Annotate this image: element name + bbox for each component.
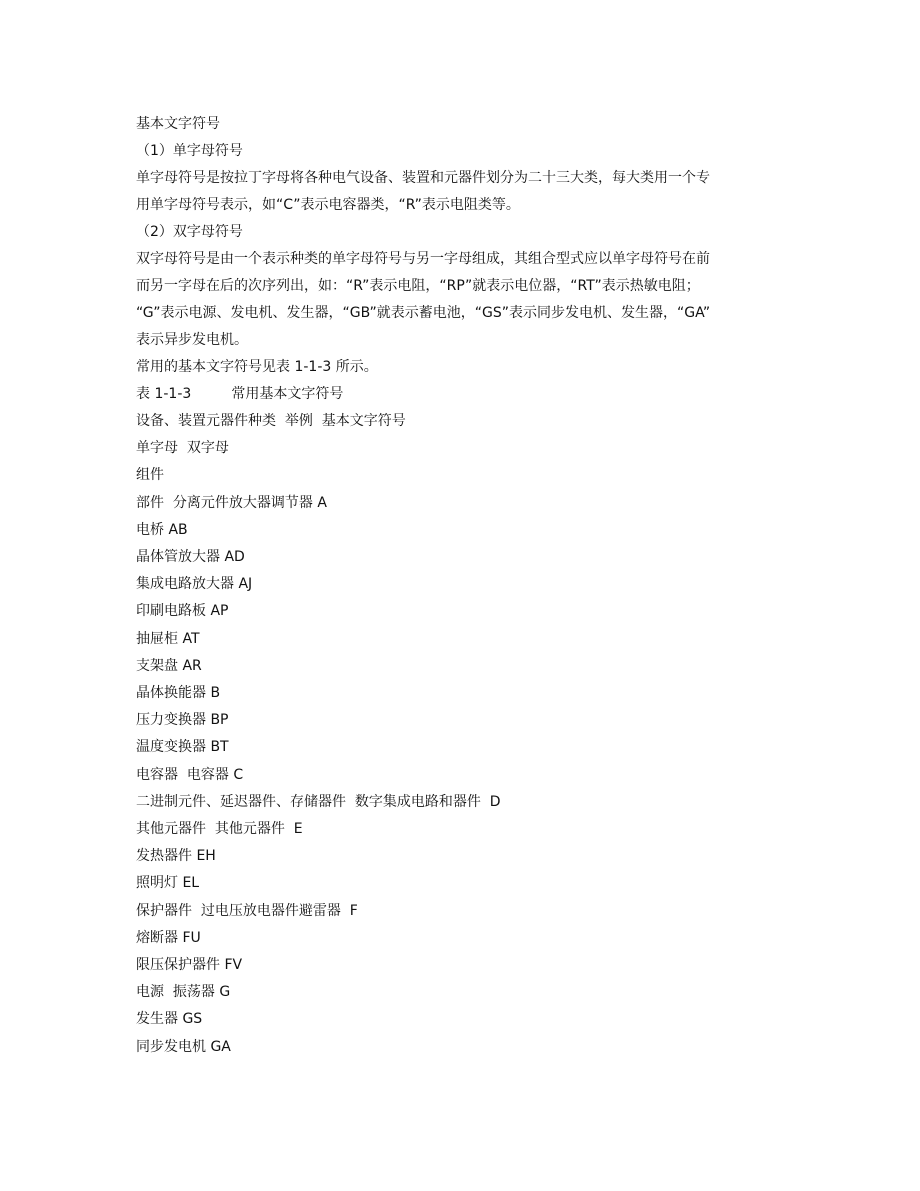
table-row: 照明灯 EL [136,875,200,891]
paragraph-line: 用单字母符号表示，如“C”表示电容器类，“R”表示电阻类等。 [136,197,520,213]
table-row: 限压保护器件 FV [136,957,243,973]
paragraph-line: 常用的基本文字符号见表 1-1-3 所示。 [136,359,378,375]
table-header: 设备、装置元器件种类 举例 基本文字符号 [136,413,406,429]
paragraph-line: “G”表示电源、发电机、发生器，“GB”就表示蓄电池，“GS”表示同步发电机、发生器，“GA” [136,305,711,321]
table-row: 保护器件 过电压放电器件避雷器 F [136,903,358,919]
paragraph-line: 表示异步发电机。 [136,332,248,348]
table-subheader: 单字母 双字母 [136,440,229,456]
table-row: 同步发电机 GA [136,1039,231,1055]
table-row: 电容器 电容器 C [136,767,244,783]
paragraph-line: 单字母符号是按拉丁字母将各种电气设备、装置和元器件划分为二十三大类，每大类用一个专 [136,170,710,186]
table-row: 晶体换能器 B [136,685,221,701]
table-row: 支架盘 AR [136,658,202,674]
table-row: 熔断器 FU [136,930,201,946]
table-row: 集成电路放大器 AJ [136,576,253,592]
table-row: 组件 [136,467,164,483]
table-row: 抽屉柜 AT [136,631,200,647]
table-row: 压力变换器 BP [136,712,229,728]
table-row: 发热器件 EH [136,848,216,864]
paragraph-line: 双字母符号是由一个表示种类的单字母符号与另一字母组成，其组合型式应以单字母符号在前 [136,251,710,267]
table-row: 二进制元件、延迟器件、存储器件 数字集成电路和器件 D [136,794,501,810]
subsection-heading: （1）单字母符号 [136,143,243,159]
table-row: 温度变换器 BT [136,739,229,755]
table-row: 其他元器件 其他元器件 E [136,821,303,837]
table-row: 部件 分离元件放大器调节器 A [136,495,327,511]
table-row: 发生器 GS [136,1011,203,1027]
table-row: 电桥 AB [136,522,188,538]
table-caption: 表 1-1-3 常用基本文字符号 [136,386,344,402]
table-row: 电源 振荡器 G [136,984,231,1000]
table-row: 晶体管放大器 AD [136,549,245,565]
paragraph-line: 而另一字母在后的次序列出，如：“R”表示电阻，“RP”就表示电位器，“RT”表示热敏电阻； [136,278,700,294]
subsection-heading: （2）双字母符号 [136,224,243,240]
table-row: 印刷电路板 AP [136,603,229,619]
section-heading: 基本文字符号 [136,116,220,132]
